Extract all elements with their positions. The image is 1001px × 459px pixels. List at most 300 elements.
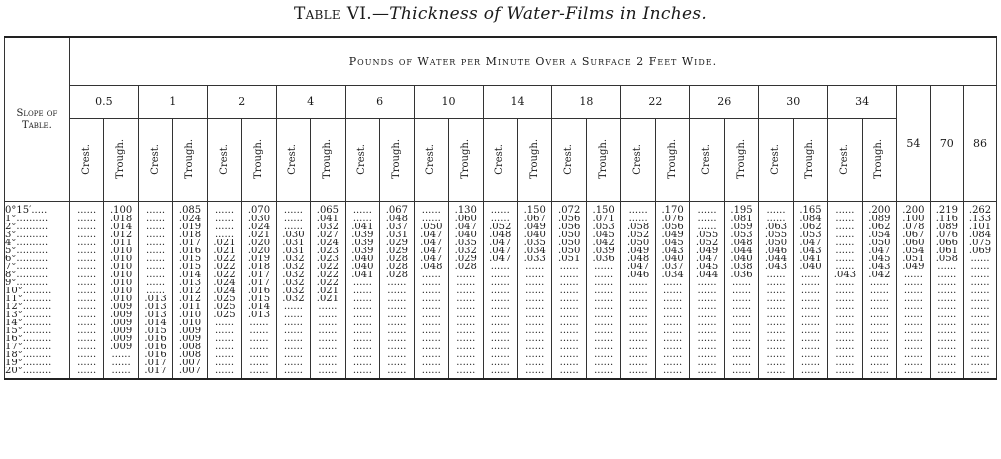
value-cell: ...... xyxy=(828,343,862,351)
value-cell: .010 xyxy=(173,311,207,319)
value-cell: ...... xyxy=(897,319,930,327)
value-cell: ...... xyxy=(759,215,793,223)
crest-header xyxy=(207,119,241,202)
value-cell: ...... xyxy=(517,327,551,335)
value-cell: .047 xyxy=(449,223,483,231)
value-cell: ...... xyxy=(862,319,896,327)
value-cell: .017 xyxy=(173,239,207,247)
value-cell: ...... xyxy=(552,263,586,271)
value-cell: ...... xyxy=(724,327,758,335)
crest-label: Crest. xyxy=(356,143,368,175)
value-cell: ...... xyxy=(517,311,551,319)
table-row xyxy=(5,223,997,231)
value-cell: ...... xyxy=(552,279,586,287)
value-cell: ...... xyxy=(862,335,896,343)
value-cell: ...... xyxy=(345,303,379,311)
value-cell: .024 xyxy=(311,239,345,247)
value-cell: .050 xyxy=(862,239,896,247)
value-cell: .047 xyxy=(483,247,517,255)
value-cell: ...... xyxy=(862,303,896,311)
value-cell: .200 xyxy=(862,202,896,216)
value-cell: .067 xyxy=(897,231,930,239)
value-cell: ...... xyxy=(930,359,963,367)
value-cell: .043 xyxy=(862,263,896,271)
value-cell: ...... xyxy=(552,327,586,335)
value-cell: .023 xyxy=(311,255,345,263)
value-cell: ...... xyxy=(759,359,793,367)
value-cell: ...... xyxy=(345,202,379,216)
value-cell: .018 xyxy=(104,215,138,223)
value-cell: ...... xyxy=(483,287,517,295)
value-cell: ...... xyxy=(862,359,896,367)
value-cell: ...... xyxy=(449,311,483,319)
value-cell: .078 xyxy=(897,223,930,231)
value-cell: ...... xyxy=(449,319,483,327)
value-cell: ...... xyxy=(897,287,930,295)
value-cell: ...... xyxy=(586,287,620,295)
value-cell: ...... xyxy=(586,279,620,287)
value-cell: .029 xyxy=(449,255,483,263)
value-cell: ...... xyxy=(828,319,862,327)
value-cell: .049 xyxy=(897,263,930,271)
value-cell: ...... xyxy=(138,263,172,271)
value-cell: ...... xyxy=(414,303,448,311)
value-cell: .009 xyxy=(104,335,138,343)
value-cell: ...... xyxy=(138,287,172,295)
value-cell: .019 xyxy=(242,255,276,263)
value-cell: ...... xyxy=(964,327,997,335)
value-cell: ...... xyxy=(586,263,620,271)
value-cell: .009 xyxy=(104,327,138,335)
trough-header xyxy=(449,119,483,202)
value-cell: ...... xyxy=(586,343,620,351)
value-cell: ...... xyxy=(138,255,172,263)
value-cell: ...... xyxy=(517,335,551,343)
value-cell: .053 xyxy=(793,231,827,239)
value-cell: ...... xyxy=(69,279,103,287)
value-cell: ...... xyxy=(380,295,414,303)
value-cell: ...... xyxy=(207,367,241,379)
slope-cell: 7°.......... xyxy=(5,263,70,271)
trough-header xyxy=(586,119,620,202)
value-cell: ...... xyxy=(276,343,310,351)
value-cell: ...... xyxy=(828,279,862,287)
value-cell: .025 xyxy=(207,311,241,319)
value-cell: ...... xyxy=(964,359,997,367)
value-cell: ...... xyxy=(655,287,689,295)
value-cell: .016 xyxy=(138,351,172,359)
value-cell: .056 xyxy=(552,223,586,231)
value-cell: ...... xyxy=(414,335,448,343)
value-cell: ...... xyxy=(586,295,620,303)
slope-cell: 12°......... xyxy=(5,303,70,311)
value-cell: .018 xyxy=(173,231,207,239)
value-cell: ...... xyxy=(964,279,997,287)
trough-label: Trough. xyxy=(252,139,264,179)
crest-label: Crest. xyxy=(838,143,850,175)
value-cell: ...... xyxy=(345,335,379,343)
value-cell: ...... xyxy=(207,202,241,216)
value-cell: .011 xyxy=(104,239,138,247)
value-cell: ...... xyxy=(552,319,586,327)
value-cell: ...... xyxy=(930,319,963,327)
value-cell: ...... xyxy=(345,319,379,327)
value-cell: .081 xyxy=(724,215,758,223)
slope-header: Slope of Table. xyxy=(5,37,70,202)
value-cell: ...... xyxy=(586,311,620,319)
value-cell: ...... xyxy=(690,295,724,303)
value-cell: ...... xyxy=(517,359,551,367)
value-cell: ...... xyxy=(414,202,448,216)
value-cell: ...... xyxy=(517,279,551,287)
value-cell: ...... xyxy=(828,295,862,303)
value-cell: .030 xyxy=(276,231,310,239)
crest-label: Crest. xyxy=(770,143,781,175)
value-cell: ...... xyxy=(311,303,345,311)
value-cell: ...... xyxy=(207,231,241,239)
value-cell: .050 xyxy=(552,231,586,239)
value-cell: .047 xyxy=(621,263,655,271)
value-cell: ...... xyxy=(828,231,862,239)
slope-cell: 19°......... xyxy=(5,359,70,367)
value-cell: ...... xyxy=(483,271,517,279)
value-cell: .031 xyxy=(276,239,310,247)
value-cell: ...... xyxy=(690,287,724,295)
slope-cell: 3°.......... xyxy=(5,231,70,239)
value-cell: ...... xyxy=(380,359,414,367)
trough-header xyxy=(242,119,276,202)
value-cell: ...... xyxy=(207,335,241,343)
value-cell: .031 xyxy=(276,247,310,255)
value-cell: ...... xyxy=(483,327,517,335)
value-cell: .032 xyxy=(449,247,483,255)
value-cell: .038 xyxy=(724,263,758,271)
table-row xyxy=(5,231,997,239)
value-cell: .024 xyxy=(207,287,241,295)
crest-label: Crest. xyxy=(425,143,437,175)
value-cell: .070 xyxy=(242,202,276,216)
value-cell: ...... xyxy=(828,255,862,263)
value-cell: .031 xyxy=(380,231,414,239)
value-cell: .021 xyxy=(311,295,345,303)
value-cell: .042 xyxy=(586,239,620,247)
value-cell: .084 xyxy=(793,215,827,223)
value-cell: .022 xyxy=(311,271,345,279)
crest-header xyxy=(483,119,517,202)
value-cell: ...... xyxy=(828,202,862,216)
value-cell: ...... xyxy=(759,287,793,295)
value-cell: .048 xyxy=(621,255,655,263)
value-cell: .016 xyxy=(138,343,172,351)
value-cell: .010 xyxy=(104,295,138,303)
value-cell: ...... xyxy=(759,367,793,379)
crest-header xyxy=(414,119,448,202)
value-cell: .008 xyxy=(173,351,207,359)
value-cell: ...... xyxy=(897,351,930,359)
value-cell: .049 xyxy=(690,247,724,255)
value-cell: ...... xyxy=(793,343,827,351)
value-cell: ...... xyxy=(897,271,930,279)
single-header: 70 xyxy=(930,86,963,202)
value-cell: ...... xyxy=(793,295,827,303)
value-cell: ...... xyxy=(964,343,997,351)
value-cell: ...... xyxy=(69,367,103,379)
value-cell: .040 xyxy=(655,255,689,263)
value-cell: ...... xyxy=(483,303,517,311)
value-cell: .045 xyxy=(690,263,724,271)
value-cell: ...... xyxy=(552,359,586,367)
value-cell: .032 xyxy=(276,279,310,287)
value-cell: ...... xyxy=(897,303,930,311)
value-cell: ...... xyxy=(964,271,997,279)
crest-header xyxy=(552,119,586,202)
value-cell: ...... xyxy=(828,351,862,359)
value-cell: ...... xyxy=(793,367,827,379)
value-cell: ...... xyxy=(380,367,414,379)
value-cell: ...... xyxy=(724,367,758,379)
value-cell: .041 xyxy=(793,255,827,263)
value-cell: ...... xyxy=(897,359,930,367)
group-header: 6 xyxy=(345,86,414,119)
value-cell: ...... xyxy=(828,311,862,319)
crest-header xyxy=(828,119,862,202)
crest-header xyxy=(759,119,793,202)
crest-header xyxy=(690,119,724,202)
value-cell: .042 xyxy=(862,271,896,279)
table-row xyxy=(5,295,997,303)
value-cell: .016 xyxy=(138,335,172,343)
value-cell: ...... xyxy=(897,335,930,343)
value-cell: ...... xyxy=(759,311,793,319)
value-cell: ...... xyxy=(517,263,551,271)
value-cell: ...... xyxy=(104,367,138,379)
value-cell: ...... xyxy=(621,311,655,319)
trough-label: Trough. xyxy=(597,139,609,179)
slope-cell: 9°.......... xyxy=(5,279,70,287)
value-cell: ...... xyxy=(380,287,414,295)
value-cell: .075 xyxy=(964,239,997,247)
value-cell: ...... xyxy=(311,319,345,327)
value-cell: .013 xyxy=(138,303,172,311)
value-cell: .043 xyxy=(759,263,793,271)
value-cell: .029 xyxy=(380,239,414,247)
value-cell: ...... xyxy=(862,279,896,287)
value-cell: .047 xyxy=(483,255,517,263)
value-cell: .046 xyxy=(621,271,655,279)
value-cell: ...... xyxy=(380,351,414,359)
slope-cell: 8°.......... xyxy=(5,271,70,279)
value-cell: ...... xyxy=(759,279,793,287)
value-cell: .052 xyxy=(621,231,655,239)
value-cell: .035 xyxy=(517,239,551,247)
value-cell: ...... xyxy=(930,279,963,287)
value-cell: ...... xyxy=(690,359,724,367)
crest-label: Crest. xyxy=(149,143,161,175)
value-cell: .040 xyxy=(793,263,827,271)
value-cell: .009 xyxy=(173,327,207,335)
value-cell: ...... xyxy=(655,327,689,335)
value-cell: ...... xyxy=(828,359,862,367)
value-cell: ...... xyxy=(655,303,689,311)
value-cell: ...... xyxy=(380,303,414,311)
value-cell: ...... xyxy=(621,367,655,379)
value-cell: ...... xyxy=(345,287,379,295)
value-cell: ...... xyxy=(828,287,862,295)
slope-cell: 5°.......... xyxy=(5,247,70,255)
value-cell: .045 xyxy=(655,239,689,247)
value-cell: ...... xyxy=(380,343,414,351)
group-header: 10 xyxy=(414,86,483,119)
value-cell: ...... xyxy=(276,319,310,327)
value-cell: ...... xyxy=(483,319,517,327)
value-cell: ...... xyxy=(414,287,448,295)
value-cell: ...... xyxy=(690,367,724,379)
value-cell: ...... xyxy=(586,335,620,343)
value-cell: ...... xyxy=(862,295,896,303)
value-cell: .085 xyxy=(173,202,207,216)
trough-header xyxy=(104,119,138,202)
value-cell: ...... xyxy=(104,359,138,367)
value-cell: ...... xyxy=(621,351,655,359)
value-cell: .062 xyxy=(862,223,896,231)
value-cell: ...... xyxy=(897,279,930,287)
value-cell: ...... xyxy=(724,303,758,311)
value-cell: ...... xyxy=(449,359,483,367)
value-cell: .032 xyxy=(276,263,310,271)
value-cell: ...... xyxy=(862,311,896,319)
value-cell: ...... xyxy=(930,303,963,311)
value-cell: ...... xyxy=(483,202,517,216)
slope-cell: 20°......... xyxy=(5,367,70,379)
value-cell: ...... xyxy=(69,311,103,319)
value-cell: ...... xyxy=(311,351,345,359)
pounds-header: Pounds of Water per Minute Over a Surface 2 Feet Wide. xyxy=(69,37,996,86)
value-cell: ...... xyxy=(69,202,103,216)
value-cell: ...... xyxy=(759,335,793,343)
value-cell: ...... xyxy=(276,202,310,216)
value-cell: .055 xyxy=(759,231,793,239)
value-cell: ...... xyxy=(380,279,414,287)
value-cell: .051 xyxy=(552,255,586,263)
value-cell: .130 xyxy=(449,202,483,216)
value-cell: ...... xyxy=(930,263,963,271)
value-cell: ...... xyxy=(483,295,517,303)
value-cell: .010 xyxy=(104,247,138,255)
slope-cell: 16°......... xyxy=(5,335,70,343)
value-cell: ...... xyxy=(517,287,551,295)
value-cell: .015 xyxy=(173,263,207,271)
table-row xyxy=(5,327,997,335)
value-cell: ...... xyxy=(276,351,310,359)
value-cell: ...... xyxy=(793,327,827,335)
value-cell: ...... xyxy=(621,319,655,327)
slope-cell: 0°15′..... xyxy=(5,202,70,216)
value-cell: .017 xyxy=(138,359,172,367)
value-cell: .055 xyxy=(690,231,724,239)
value-cell: ...... xyxy=(517,351,551,359)
value-cell: ...... xyxy=(828,263,862,271)
value-cell: ...... xyxy=(69,271,103,279)
value-cell: .150 xyxy=(517,202,551,216)
value-cell: .032 xyxy=(276,295,310,303)
value-cell: ...... xyxy=(759,343,793,351)
trough-header xyxy=(380,119,414,202)
value-cell: ...... xyxy=(724,287,758,295)
value-cell: .170 xyxy=(655,202,689,216)
value-cell: ...... xyxy=(828,223,862,231)
value-cell: ...... xyxy=(552,303,586,311)
value-cell: .014 xyxy=(104,223,138,231)
value-cell: .009 xyxy=(173,335,207,343)
value-cell: .020 xyxy=(242,247,276,255)
value-cell: .043 xyxy=(793,247,827,255)
value-cell: .015 xyxy=(242,295,276,303)
value-cell: ...... xyxy=(621,303,655,311)
single-header: 86 xyxy=(964,86,997,202)
value-cell: .021 xyxy=(207,239,241,247)
value-cell: ...... xyxy=(69,223,103,231)
value-cell: .053 xyxy=(724,231,758,239)
value-cell: ...... xyxy=(621,295,655,303)
value-cell: ...... xyxy=(517,319,551,327)
slope-cell: 14°......... xyxy=(5,319,70,327)
value-cell: .016 xyxy=(242,287,276,295)
value-cell: .058 xyxy=(621,223,655,231)
trough-header xyxy=(311,119,345,202)
value-cell: ...... xyxy=(483,351,517,359)
value-cell: ...... xyxy=(345,359,379,367)
value-cell: .014 xyxy=(242,303,276,311)
value-cell: .069 xyxy=(964,247,997,255)
value-cell: ...... xyxy=(964,303,997,311)
value-cell: ...... xyxy=(690,343,724,351)
value-cell: ...... xyxy=(242,351,276,359)
value-cell: .020 xyxy=(242,239,276,247)
value-cell: ...... xyxy=(69,319,103,327)
value-cell: ...... xyxy=(345,343,379,351)
value-cell: .050 xyxy=(552,239,586,247)
value-cell: .041 xyxy=(311,215,345,223)
value-cell: ...... xyxy=(552,287,586,295)
value-cell: .025 xyxy=(207,303,241,311)
value-cell: ...... xyxy=(311,327,345,335)
value-cell: ...... xyxy=(552,343,586,351)
group-header: 34 xyxy=(828,86,897,119)
value-cell: ...... xyxy=(862,327,896,335)
value-cell: ...... xyxy=(242,327,276,335)
value-cell: ...... xyxy=(311,359,345,367)
value-cell: .060 xyxy=(449,215,483,223)
value-cell: .034 xyxy=(517,247,551,255)
value-cell: ...... xyxy=(449,271,483,279)
slope-cell: 2°.......... xyxy=(5,223,70,231)
value-cell: .010 xyxy=(173,319,207,327)
value-cell: ...... xyxy=(793,359,827,367)
value-cell: .037 xyxy=(380,223,414,231)
value-cell: ...... xyxy=(621,202,655,216)
slope-cell: 18°......... xyxy=(5,351,70,359)
value-cell: ...... xyxy=(655,319,689,327)
trough-label: Trough. xyxy=(390,139,402,179)
value-cell: .050 xyxy=(414,223,448,231)
trough-label: Trough. xyxy=(184,139,196,179)
value-cell: ...... xyxy=(690,215,724,223)
value-cell: .044 xyxy=(690,271,724,279)
value-cell: .028 xyxy=(380,271,414,279)
value-cell: .045 xyxy=(586,231,620,239)
value-cell: .049 xyxy=(621,247,655,255)
trough-header xyxy=(517,119,551,202)
